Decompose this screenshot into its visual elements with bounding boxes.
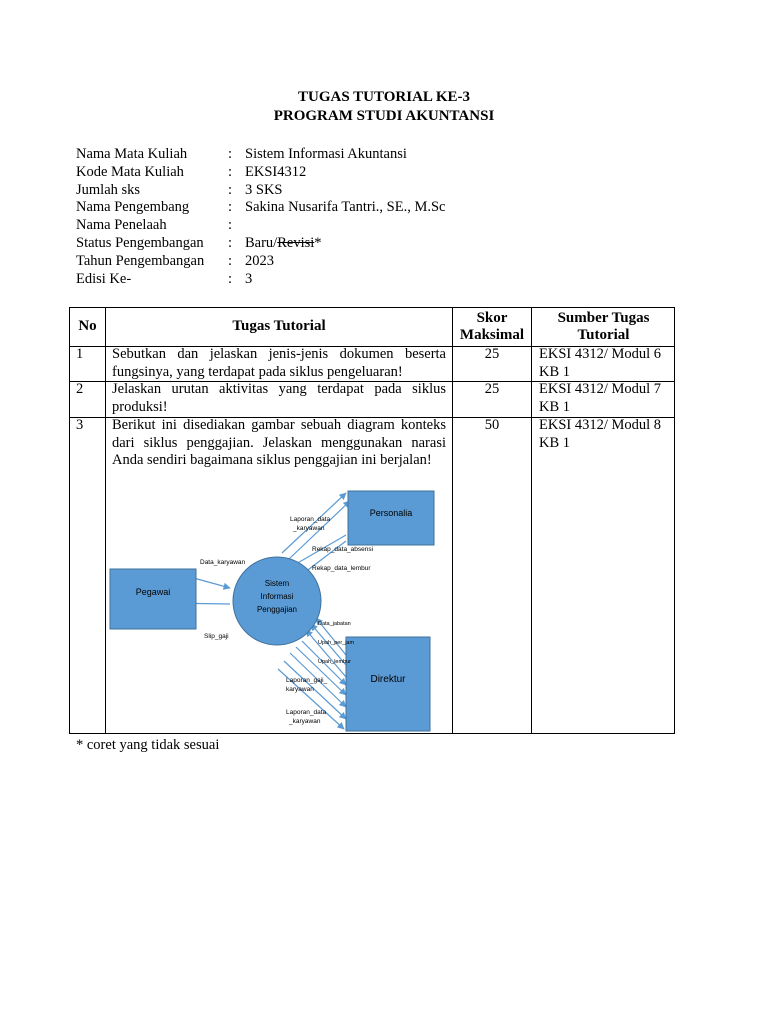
task-table (69, 307, 675, 734)
context-diagram (106, 485, 446, 735)
flow-label-laporan-bottom-2: _karyawan (289, 718, 321, 725)
pegawai-entity (110, 569, 196, 629)
info-row: Jumlah sks : 3 SKS (76, 181, 283, 198)
course-info (76, 146, 676, 288)
process-label-2: Informasi (260, 592, 294, 601)
flow-upah-lembur-arrow (306, 630, 346, 677)
header-no: No (78, 318, 97, 334)
direktur-label: Direktur (370, 674, 406, 685)
row-number: 2 (76, 381, 84, 397)
flow-label-laporan-top-2: _karyawan (293, 525, 325, 532)
score-value: 25 (484, 346, 500, 362)
personalia-entity (348, 491, 434, 545)
header-score: Skor Maksimal (459, 310, 525, 343)
score-value: 25 (484, 381, 500, 397)
info-row: Nama Mata Kuliah : Sistem Informasi Akuntansi (76, 146, 407, 162)
personalia-label: Personalia (369, 508, 413, 518)
source-text: EKSI 4312/ Modul 7 KB 1 (539, 381, 662, 415)
info-row: Nama Penelaah : (76, 217, 233, 234)
document-title: TUGAS TUTORIAL KE-3 (298, 89, 470, 105)
source-text: EKSI 4312/ Modul 6 KB 1 (539, 346, 662, 380)
info-row: Nama Pengembang : Sakina Nusarifa Tantri., SE., M.Sc (76, 199, 446, 216)
flow-label-upah-per-jam: Upah_per_jam (318, 640, 355, 646)
process-label-1: Sistem (264, 579, 290, 588)
flow-label-rekap-absensi: Rekap_data_absensi (312, 546, 374, 553)
row-number: 1 (76, 346, 84, 362)
flow-laporan-top-arrow-1 (282, 493, 346, 553)
score-value: 50 (484, 417, 500, 433)
flow-label-data-karyawan: Data_karyawan (200, 559, 246, 566)
pegawai-label: Pegawai (135, 587, 171, 597)
info-row: Status Pengembangan : Baru/Revisi* (76, 234, 322, 251)
flow-label-laporan-top-1: Laporan_data (290, 516, 331, 523)
flow-label-slip-gaji: Slip_gaji (204, 633, 229, 640)
row-number: 3 (76, 417, 84, 433)
task-text: Sebutkan dan jelaskan jenis-jenis dokumen beserta fungsinya, yang terdapat pada siklus pengeluaran! (112, 346, 446, 380)
flow-label-laporan-gaji-2: karyawan (286, 686, 314, 693)
flow-label-data-jabatan: Data_jabatan (318, 621, 351, 627)
flow-label-upah-lembur: Upah_lembur (318, 659, 352, 665)
info-row: Kode Mata Kuliah : EKSI4312 (76, 163, 307, 180)
header-task: Tugas Tutorial (232, 318, 326, 334)
process-label-3: Penggajian (256, 605, 298, 614)
footnote: * coret yang tidak sesuai (76, 737, 220, 753)
task-text: Berikut ini disediakan gambar sebuah diagram konteks dari siklus penggajian. Jelaskan menggunakan narasi Anda sendiri bagaimana siklus penggajian ini berjalan! (112, 417, 446, 468)
header-source: Sumber Tugas Tutorial (557, 310, 650, 343)
flow-label-rekap-lembur: Rekap_data_lembur (312, 565, 371, 572)
struck-option: Revisi (277, 234, 315, 251)
flow-label-laporan-bottom-1: Laporan_data (286, 709, 327, 716)
info-row: Edisi Ke- : 3 (76, 270, 253, 287)
task-text: Jelaskan urutan aktivitas yang terdapat pada siklus produksi! (112, 381, 446, 415)
process-circle (233, 557, 321, 645)
source-text: EKSI 4312/ Modul 8 KB 1 (539, 417, 662, 451)
document-subtitle: PROGRAM STUDI AKUNTANSI (273, 108, 495, 124)
flow-label-laporan-gaji-1: Laporan_gaji_ (286, 677, 328, 684)
info-row: Tahun Pengembangan : 2023 (76, 252, 274, 269)
